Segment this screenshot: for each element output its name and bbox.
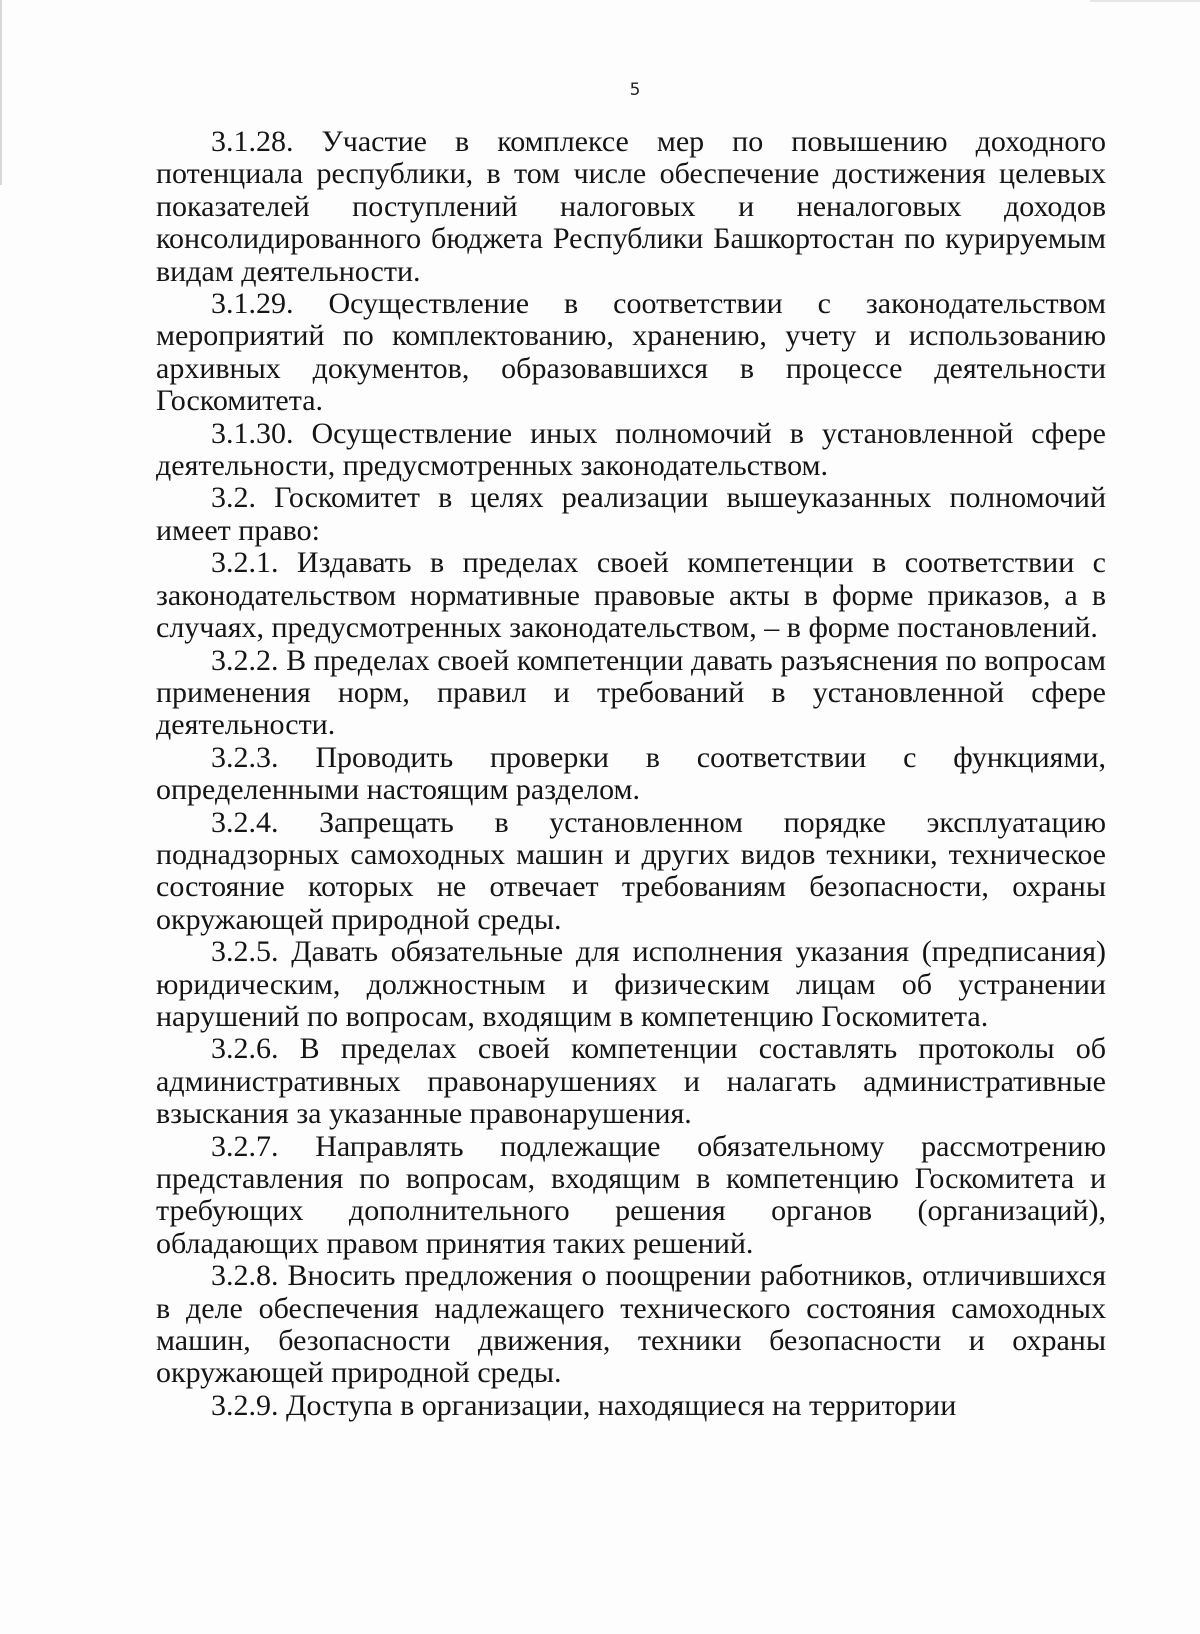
paragraph-3-2-2: 3.2.2. В пределах своей компетенции давать разъяснения по вопросам применения норм, правил и требований в установленной сфере деятельности. [156, 643, 1106, 742]
paragraph-3-2-6: 3.2.6. В пределах своей компетенции составлять протоколы об административных правонарушениях и налагать административные взыскания за указанные правонарушения. [156, 1032, 1106, 1131]
paragraph-3-1-28: 3.1.28. Участие в комплексе мер по повышению доходного потенциала республики, в том числе обеспечение достижения целевых показателей поступлений налоговых и неналоговых доходов консолидированного бюджета Республики Башкортостан по курируемым видам деятельности. [156, 125, 1106, 288]
paragraph-3-2-5: 3.2.5. Давать обязательные для исполнения указания (предписания) юридическим, должностным и физическим лицам об устранении нарушений по вопросам, входящим в компетенцию Госкомитета. [156, 935, 1106, 1033]
paragraph-3-2: 3.2. Госкомитет в целях реализации вышеуказанных полномочий имеет право: [156, 481, 1106, 547]
document-body [156, 126, 1106, 1422]
paragraph-3-2-8: 3.2.8. Вносить предложения о поощрении работников, отличившихся в деле обеспечения надлежащего технического состояния самоходных машин, безопасности движения, техники безопасности и охраны окружающей природной среды. [156, 1259, 1106, 1390]
paragraph-3-1-30: 3.1.30. Осуществление иных полномочий в установленной сфере деятельности, предусмотренных законодательством. [156, 416, 1106, 483]
paragraph-3-2-7: 3.2.7. Направлять подлежащие обязательному рассмотрению представления по вопросам, входящим в компетенцию Госкомитета и требующих дополнительного решения органов (организаций), обладающих правом принятия таких решений. [156, 1129, 1106, 1260]
scan-corner-mark [1090, 0, 1200, 2]
paragraph-3-1-29: 3.1.29. Осуществление в соответствии с законодательством мероприятий по комплектованию, хранению, учету и использованию архивных документов, образовавшихся в процессе деятельности Госкомитета. [156, 287, 1106, 418]
page-number: 5 [629, 80, 641, 100]
paragraph-3-2-1: 3.2.1. Издавать в пределах своей компетенции в соответствии с законодательством нормативные правовые акты в форме приказов, а в случаях, предусмотренных законодательством, – в форме постановлений. [156, 546, 1106, 645]
paragraph-3-2-3: 3.2.3. Проводить проверки в соответствии с функциями, определенными настоящим разделом. [156, 740, 1106, 807]
paragraph-3-2-9: 3.2.9. Доступа в организации, находящиеся на территории [211, 1388, 957, 1422]
paragraph-3-2-4: 3.2.4. Запрещать в установленном порядке эксплуатацию поднадзорных самоходных машин и других видов техники, техническое состояние которых не отвечает требованиям безопасности, охраны окружающей природной среды. [156, 805, 1106, 936]
